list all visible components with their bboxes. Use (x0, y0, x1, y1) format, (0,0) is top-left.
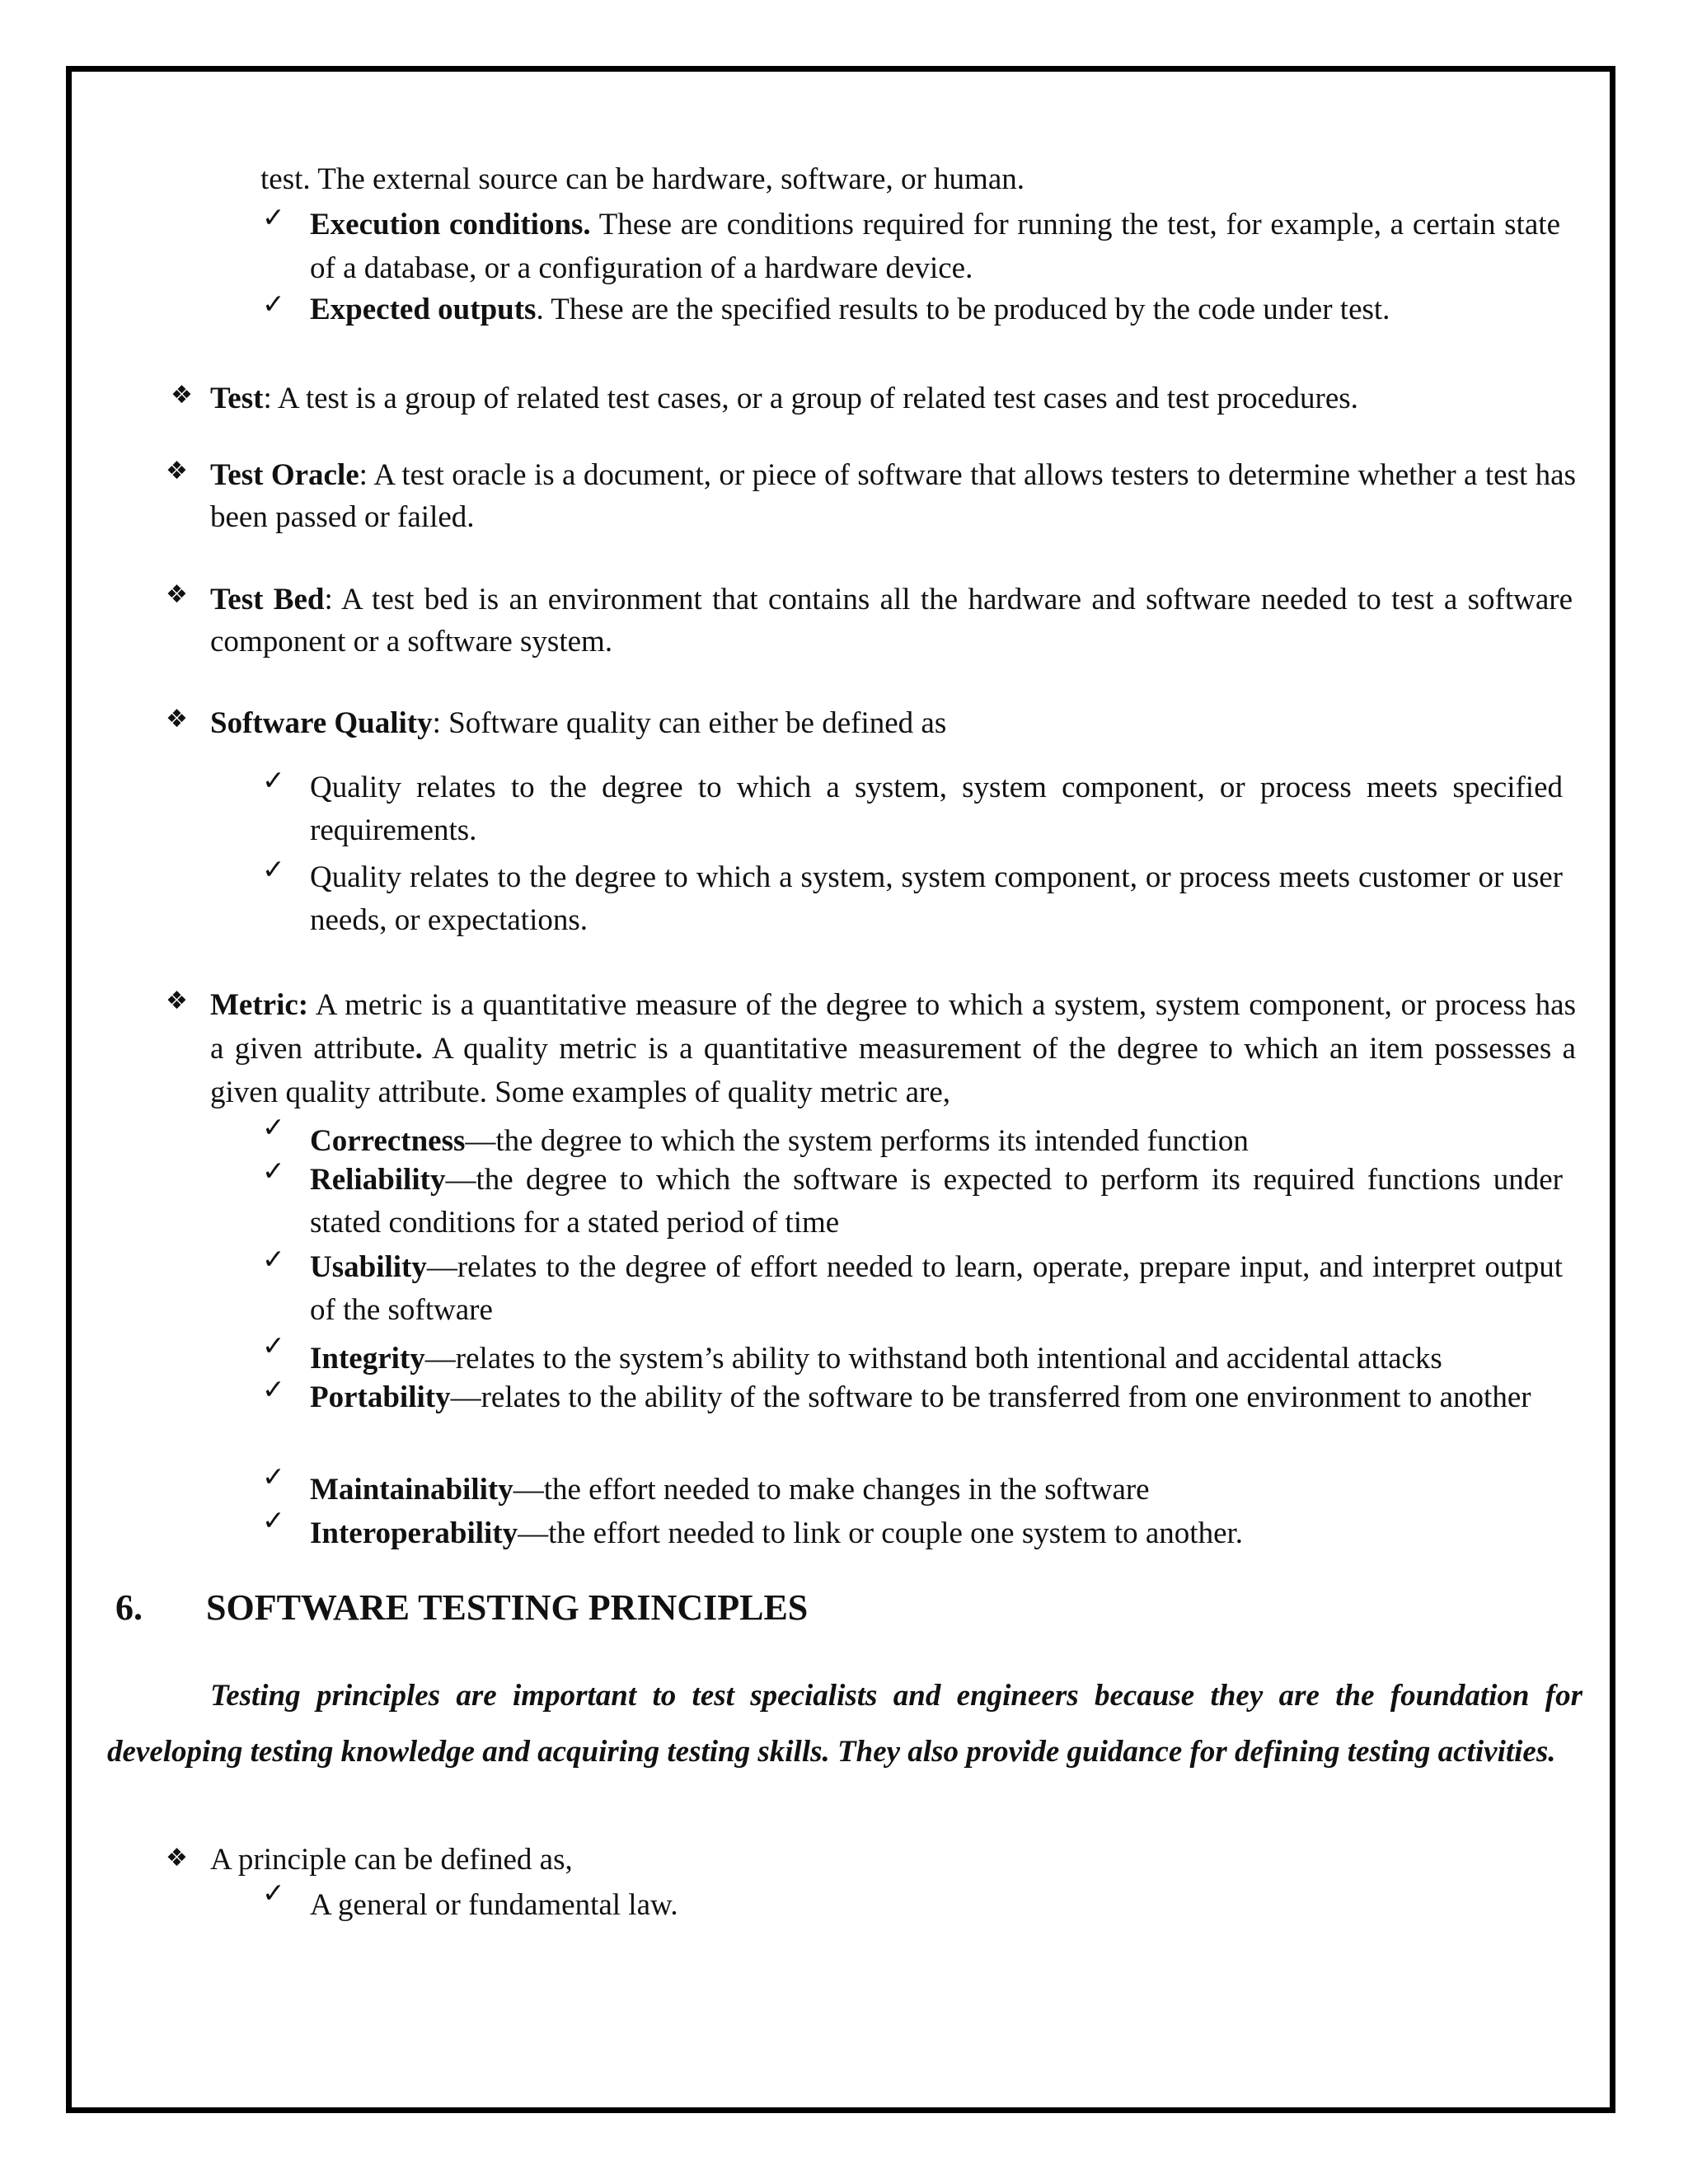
checkmark-icon: ✓ (262, 853, 285, 885)
diamond-bullet-icon: ❖ (166, 457, 188, 485)
checkmark-icon: ✓ (262, 201, 285, 233)
continued-line: test. The external source can be hardware, software, or human. (260, 162, 1025, 196)
checkmark-icon: ✓ (262, 1504, 285, 1536)
software-quality-definition: Software Quality: Software quality can either be defined as (210, 706, 947, 740)
checkmark-icon: ✓ (262, 1155, 285, 1187)
metric-item: Interoperability—the effort needed to link or couple one system to another. (310, 1516, 1244, 1550)
principle-definition: A principle can be defined as, (210, 1843, 573, 1877)
metric-item: Usability—relates to the degree of effort needed to learn, operate, prepare input, and interpret output of the software (310, 1250, 1563, 1327)
diamond-bullet-icon: ❖ (166, 987, 188, 1015)
test-bed-definition: Test Bed: A test bed is an environment that contains all the hardware and software needed to test a software component or a software system. (210, 583, 1573, 658)
checkmark-icon: ✓ (262, 1877, 285, 1909)
intro-paragraph: Testing principles are important to test specialists and engineers because they are the foundation for developing testing knowledge and acquiring testing skills. They also provide guidance for defining testing activities. (107, 1679, 1582, 1769)
diamond-bullet-icon: ❖ (171, 381, 193, 410)
diamond-bullet-icon: ❖ (166, 1844, 188, 1872)
diamond-bullet-icon: ❖ (166, 580, 188, 609)
metric-item: Integrity—relates to the system’s ability to withstand both intentional and accidental attacks (310, 1342, 1442, 1376)
checkmark-icon: ✓ (262, 1111, 285, 1143)
quality-item: Quality relates to the degree to which a system, system component, or process meets customer or user needs, or expectations. (310, 860, 1563, 937)
checkmark-icon: ✓ (262, 1329, 285, 1361)
metric-definition: Metric: A metric is a quantitative measure of the degree to which a system, system component, or process has a given attribute. A quality metric is a quantitative measurement of the degree to which an item possesses a given quality attribute. Some examples of quality metric are, (210, 988, 1576, 1109)
checkmark-icon: ✓ (262, 1373, 285, 1405)
section-number: 6. (115, 1587, 143, 1628)
expected-outputs-item: Expected outputs. These are the specified results to be produced by the code under test. (310, 293, 1390, 326)
checkmark-icon: ✓ (262, 1460, 285, 1493)
checkmark-icon: ✓ (262, 288, 285, 320)
quality-item: Quality relates to the degree to which a system, system component, or process meets specified requirements. (310, 771, 1563, 847)
diamond-bullet-icon: ❖ (166, 705, 188, 733)
execution-conditions-item: Execution conditions. These are conditions required for running the test, for example, a certain state of a database, or a configuration of a hardware device. (310, 208, 1560, 285)
checkmark-icon: ✓ (262, 764, 285, 796)
test-oracle-definition: Test Oracle: A test oracle is a document, or piece of software that allows testers to determine whether a test has been passed or failed. (210, 458, 1576, 534)
metric-item: Reliability—the degree to which the software is expected to perform its required functions under stated conditions for a stated period of time (310, 1163, 1563, 1240)
metric-item: Maintainability—the effort needed to make changes in the software (310, 1473, 1150, 1507)
checkmark-icon: ✓ (262, 1243, 285, 1275)
metric-item: Portability—relates to the ability of the software to be transferred from one environment to another (310, 1380, 1531, 1414)
metric-item: Correctness—the degree to which the system performs its intended function (310, 1124, 1249, 1158)
principle-item: A general or fundamental law. (310, 1888, 678, 1922)
test-definition: Test: A test is a group of related test cases, or a group of related test cases and test procedures. (210, 382, 1358, 415)
section-title: SOFTWARE TESTING PRINCIPLES (206, 1587, 809, 1628)
